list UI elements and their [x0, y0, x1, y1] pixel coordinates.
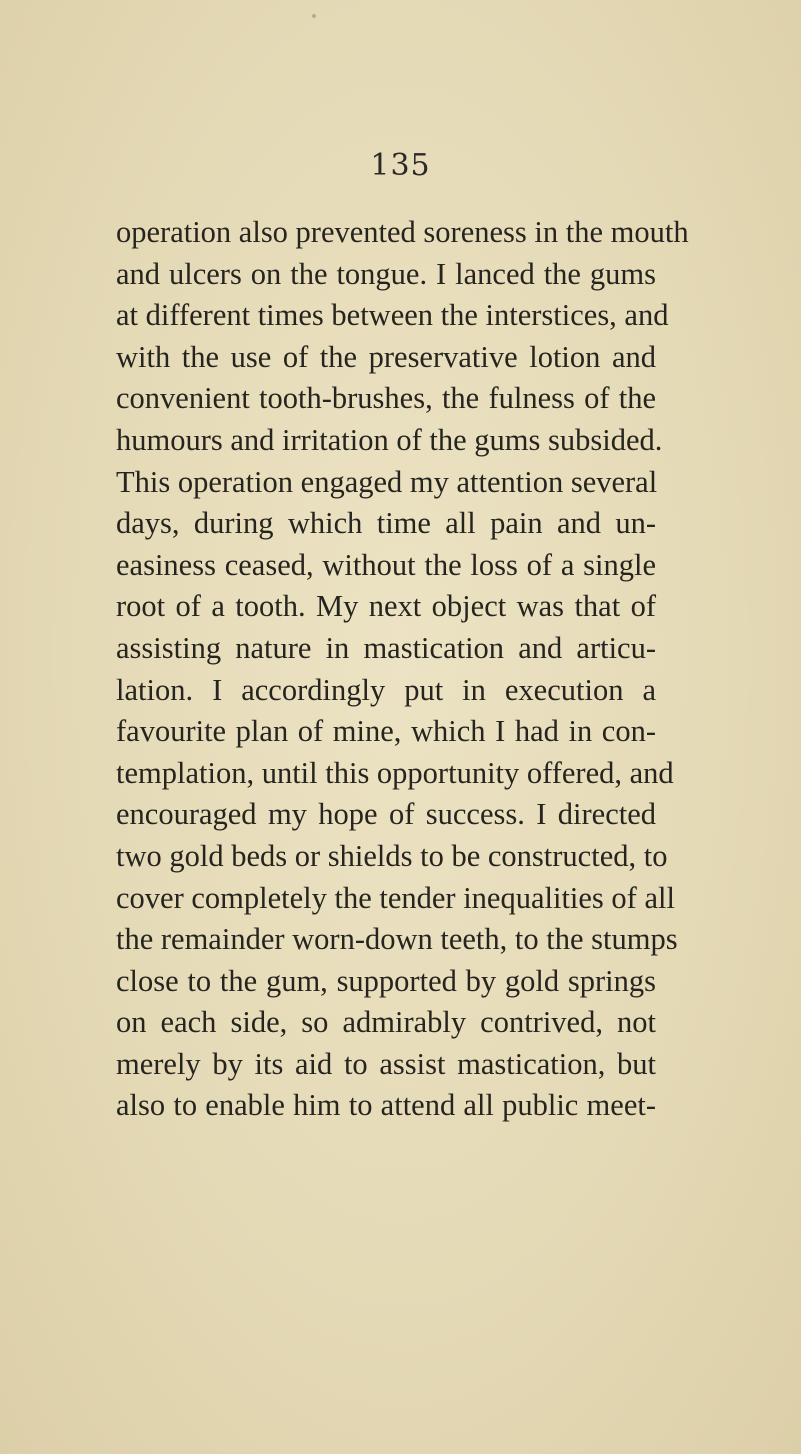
text-line: two gold beds or shields to be constructed, to — [116, 838, 668, 873]
text-line: also to enable him to attend all public meet- — [116, 1088, 656, 1123]
paper-speck — [312, 14, 316, 18]
text-line: encouraged my hope of success. I directed — [116, 797, 656, 832]
text-line: at different times between the interstices, and — [116, 298, 669, 333]
text-line: favourite plan of mine, which I had in con- — [116, 714, 656, 749]
text-line: close to the gum, supported by gold springs — [116, 963, 656, 998]
text-line: days, during which time all pain and un- — [116, 506, 656, 541]
text-line: templation, until this opportunity offered, and — [116, 755, 674, 790]
text-line: the remainder worn-down teeth, to the stumps — [116, 922, 678, 957]
text-line: merely by its aid to assist mastication, but — [116, 1046, 656, 1081]
text-line: easiness ceased, without the loss of a single — [116, 547, 656, 582]
text-line: operation also prevented soreness in the mouth — [116, 215, 689, 249]
page-number: 135 — [370, 148, 431, 183]
body-text — [116, 212, 689, 1127]
text-line: assisting nature in mastication and articu- — [116, 630, 656, 665]
text-line: This operation engaged my attention several — [116, 464, 658, 499]
text-line: humours and irritation of the gums subsided. — [116, 422, 663, 457]
text-line: with the use of the preservative lotion and — [116, 339, 656, 374]
text-line: lation. I accordingly put in execution a — [116, 672, 656, 707]
text-line: and ulcers on the tongue. I lanced the gums — [116, 256, 656, 291]
text-line: convenient tooth-brushes, the fulness of the — [116, 381, 656, 416]
text-line: cover completely the tender inequalities of all — [116, 880, 675, 915]
text-line: root of a tooth. My next object was that of — [116, 589, 656, 624]
text-line: on each side, so admirably contrived, not — [116, 1005, 656, 1040]
